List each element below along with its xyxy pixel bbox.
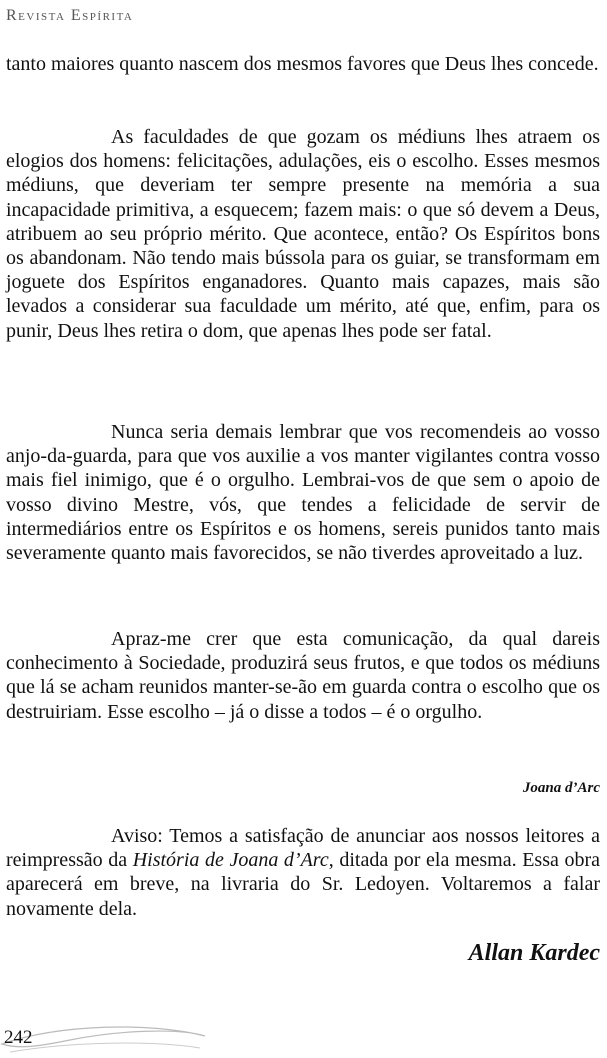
notice-paragraph (6, 824, 600, 921)
body-paragraph-continuation: tanto maiores quanto nascem dos mesmos favores que Deus lhes concede. (6, 53, 599, 75)
notice-text-before: Aviso: Temos a satisfação de anunciar aos nossos leitores a reimpressão da (6, 825, 600, 872)
body-paragraph: As faculdades de que gozam os médiuns lhes atraem os elogios dos homens: felicitações, adulações, eis o escolho. Esses mesmos médiuns, que deveriam ter sempre presente na memória a sua incapacidade primitiva, a esquecem; fazem mais: o que só devem a Deus, atribuem ao seu próprio mérito. Que acontece, então? Os Espíritos bons os abandonam. Não tendo mais bússola para os guiar, se transformam em joguete dos Espíritos enganadores. Quanto mais capazes, mais são levados a considerar sua faculdade um mérito, até que, enfim, para os punir, Deus lhes retira o dom, que apenas lhes pode ser fatal. (6, 126, 600, 342)
body-paragraph: Apraz-me crer que esta comunicação, da qual dareis conhecimento à Sociedade, produzirá seus frutos, e que todos os médiuns que lá se acham reunidos manter-se-ão em guarda contra o escolho que os destruiriam. Esse escolho – já o disse a todos – é o orgulho. (6, 628, 600, 723)
book-title: História de Joana d’Arc (132, 849, 329, 872)
notice-text-after: , ditada por ela mesma. Essa obra aparecerá em breve, na livraria do Sr. Ledoyen. Voltaremos a falar novamente dela. (6, 849, 600, 920)
signature-joana: Joana d’Arc (522, 780, 600, 796)
signature-allan-kardec: Allan Kardec (468, 940, 600, 966)
page-number: 242 (4, 1027, 33, 1048)
decorative-swoosh (0, 1018, 220, 1058)
running-head: Revista Espírita (6, 7, 134, 24)
body-paragraph: Nunca seria demais lembrar que vos recomendeis ao vosso anjo-da-guarda, para que vos auxilie a vos manter vigilantes contra vosso mais fiel inimigo, que é o orgulho. Lembrai-vos de que sem o apoio de vosso divino Mestre, vós, que tendes a felicidade de servir de intermediários entre os Espíritos e os homens, sereis punidos tanto mais severamente quanto mais favorecidos, se não tiverdes aproveitado a luz. (6, 421, 600, 565)
